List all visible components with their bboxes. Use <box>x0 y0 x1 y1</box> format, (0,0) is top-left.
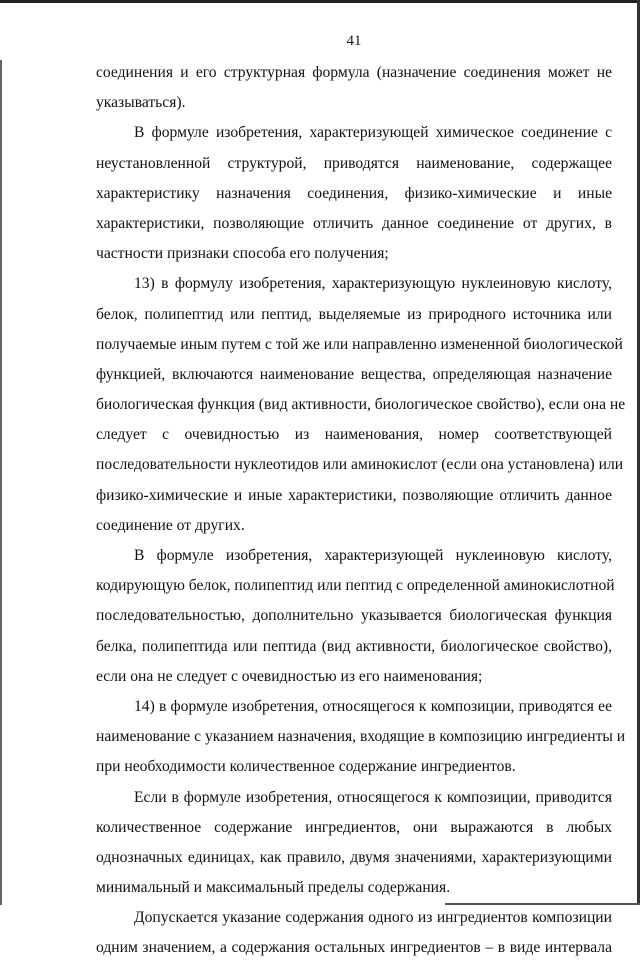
paragraph <box>96 692 626 783</box>
page-number: 41 <box>346 33 362 49</box>
text-line: кодирующую белок, полипептид или пептид с определенной аминокислотной <box>96 577 615 595</box>
text-line: неустановленной структурой, приводятся наименование, содержащее <box>96 154 612 172</box>
text-line: характеристику назначения соединения, физико-химические и иные <box>96 184 612 202</box>
text-line: физико-химические и иные характеристики, позволяющие отличить данное <box>96 486 612 504</box>
text-line: белок, полипептид или пептид, выделяемые из природного источника или <box>96 305 612 323</box>
text-line: получаемые иным путем с той же или направленно измененной биологической <box>96 335 623 353</box>
document-body <box>96 58 626 964</box>
paragraph <box>96 269 626 541</box>
text-line: последовательности нуклеотидов или аминокислот (если она установлена) или <box>96 456 624 474</box>
text-line: биологическая функция (вид активности, биологическое свойство), если она не <box>96 396 626 414</box>
paragraph <box>96 58 612 118</box>
text-line: количественное содержание ингредиентов, они выражаются в любых <box>96 818 612 836</box>
text-line: 13) в формулу изобретения, характеризующую нуклеиновую кислоту, <box>134 275 612 293</box>
text-line: при необходимости количественное содержание ингредиентов. <box>96 758 516 776</box>
text-line: частности признаки способа его получения; <box>96 245 389 263</box>
paragraph <box>96 783 612 904</box>
text-line: если она не следует с очевидностью из его наименования; <box>96 667 483 685</box>
text-line: характеристики, позволяющие отличить данное соединение от других, в <box>96 214 612 232</box>
text-line: 14) в формуле изобретения, относящегося к композиции, приводятся ее <box>134 697 612 715</box>
text-line: В формуле изобретения, характеризующей нуклеиновую кислоту, <box>134 547 612 564</box>
paragraph <box>96 903 612 963</box>
text-line: белка, полипептида или пептида (вид активности, биологическое свойство), <box>96 637 612 655</box>
paragraph <box>96 541 615 692</box>
text-line: следует с очевидностью из наименования, номер соответствующей <box>96 426 612 444</box>
text-line: последовательностью, дополнительно указывается биологическая функция <box>96 607 612 625</box>
text-line: однозначных единицах, как правило, двумя значениями, характеризующими <box>96 848 612 866</box>
text-line: соединение от других. <box>96 516 245 534</box>
text-line: минимальный и максимальный пределы содержания. <box>96 879 451 897</box>
text-line: указываться). <box>96 94 186 112</box>
text-line: Если в формуле изобретения, относящегося к композиции, приводится <box>134 788 612 806</box>
text-line: В формуле изобретения, характеризующей химическое соединение с <box>134 124 612 142</box>
text-line: соединения и его структурная формула (назначение соединения может не <box>96 64 612 81</box>
text-line: Допускается указание содержания одного из ингредиентов композиции <box>134 909 612 927</box>
text-line: наименование с указанием назначения, входящие в композицию ингредиенты и <box>96 728 626 746</box>
paragraph <box>96 118 612 269</box>
text-line: функцией, включаются наименование вещества, определяющая назначение <box>96 365 612 383</box>
text-line: одним значением, а содержания остальных ингредиентов – в виде интервала <box>96 939 612 957</box>
scan-edge-left <box>0 60 2 905</box>
scan-edge-top <box>0 0 640 3</box>
